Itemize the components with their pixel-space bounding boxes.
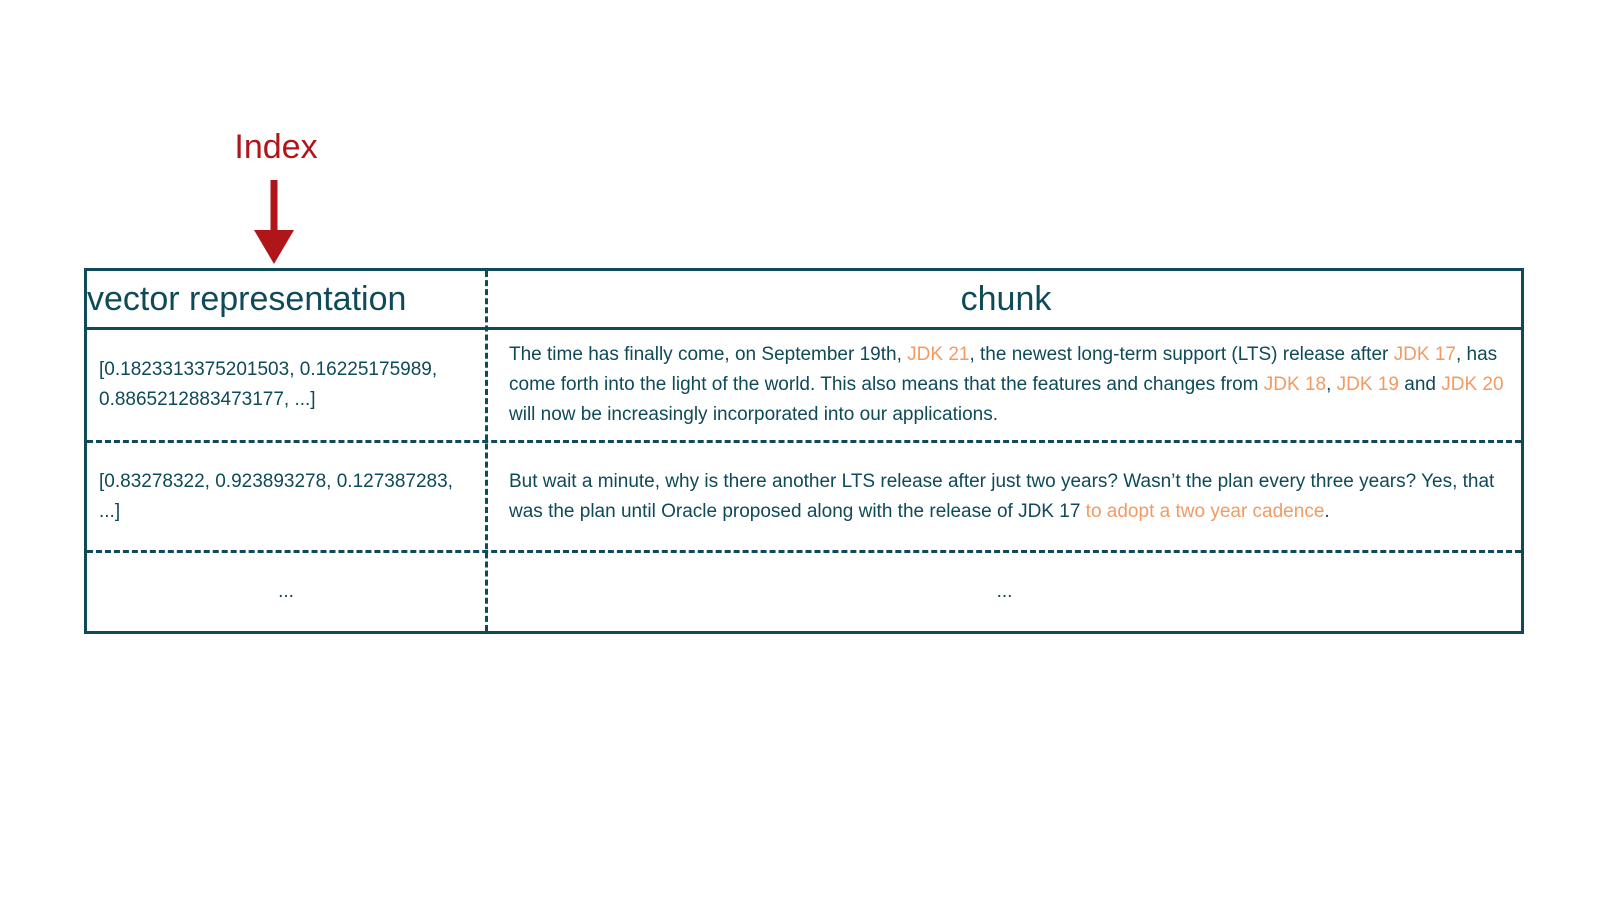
highlighted-text: to adopt a two year cadence bbox=[1085, 500, 1325, 522]
table-row-3-chunk bbox=[488, 553, 1521, 631]
table-row-1-vector bbox=[99, 330, 479, 440]
chunk-text-segment: , bbox=[1326, 374, 1337, 395]
chunk-text-segment: and bbox=[1398, 374, 1442, 395]
chunk-text bbox=[509, 467, 1509, 527]
vector-value: [0.83278322, 0.923893278, 0.127387283, ...] bbox=[99, 470, 453, 522]
chunk-text-segment: , has come forth into the light of the world. This also means that the features and changes from bbox=[509, 344, 1498, 395]
table-row-2-vector bbox=[99, 443, 479, 550]
header-chunk: chunk bbox=[960, 279, 1052, 318]
chunk-text bbox=[509, 340, 1509, 430]
table-row-1-chunk bbox=[509, 330, 1509, 440]
ellipsis-text: ... bbox=[278, 581, 294, 602]
header-vector-representation: vector representation bbox=[87, 279, 407, 318]
highlighted-text: JDK 19 bbox=[1336, 374, 1399, 395]
vector-value: [0.1823313375201503, 0.16225175989, 0.8865212883473177, ...] bbox=[99, 359, 438, 410]
highlighted-text: JDK 18 bbox=[1263, 374, 1327, 395]
ellipsis-text: ... bbox=[996, 581, 1013, 602]
arrow-down-icon bbox=[254, 180, 294, 264]
index-table bbox=[84, 268, 1524, 634]
table-row-2-chunk bbox=[509, 443, 1509, 550]
highlighted-text: JDK 17 bbox=[1393, 344, 1456, 365]
chunk-text-segment: will now be increasingly incorporated into our applications. bbox=[509, 404, 998, 425]
chunk-text-segment: The time has finally come, on September 19th, bbox=[509, 344, 908, 365]
chunk-text-segment: . bbox=[1324, 500, 1330, 522]
highlighted-text: JDK 20 bbox=[1441, 374, 1504, 395]
chunk-text-segment: But wait a minute, why is there another LTS release after just two years? Wasn’t the plan every three years? Yes, that was the plan until Oracle proposed along with the release of JDK 17 bbox=[509, 470, 1495, 522]
highlighted-text: JDK 21 bbox=[907, 344, 970, 365]
index-label: Index bbox=[234, 128, 318, 166]
table-row-3-vector bbox=[87, 553, 485, 631]
chunk-text-segment: , the newest long-term support (LTS) release after bbox=[969, 344, 1394, 365]
